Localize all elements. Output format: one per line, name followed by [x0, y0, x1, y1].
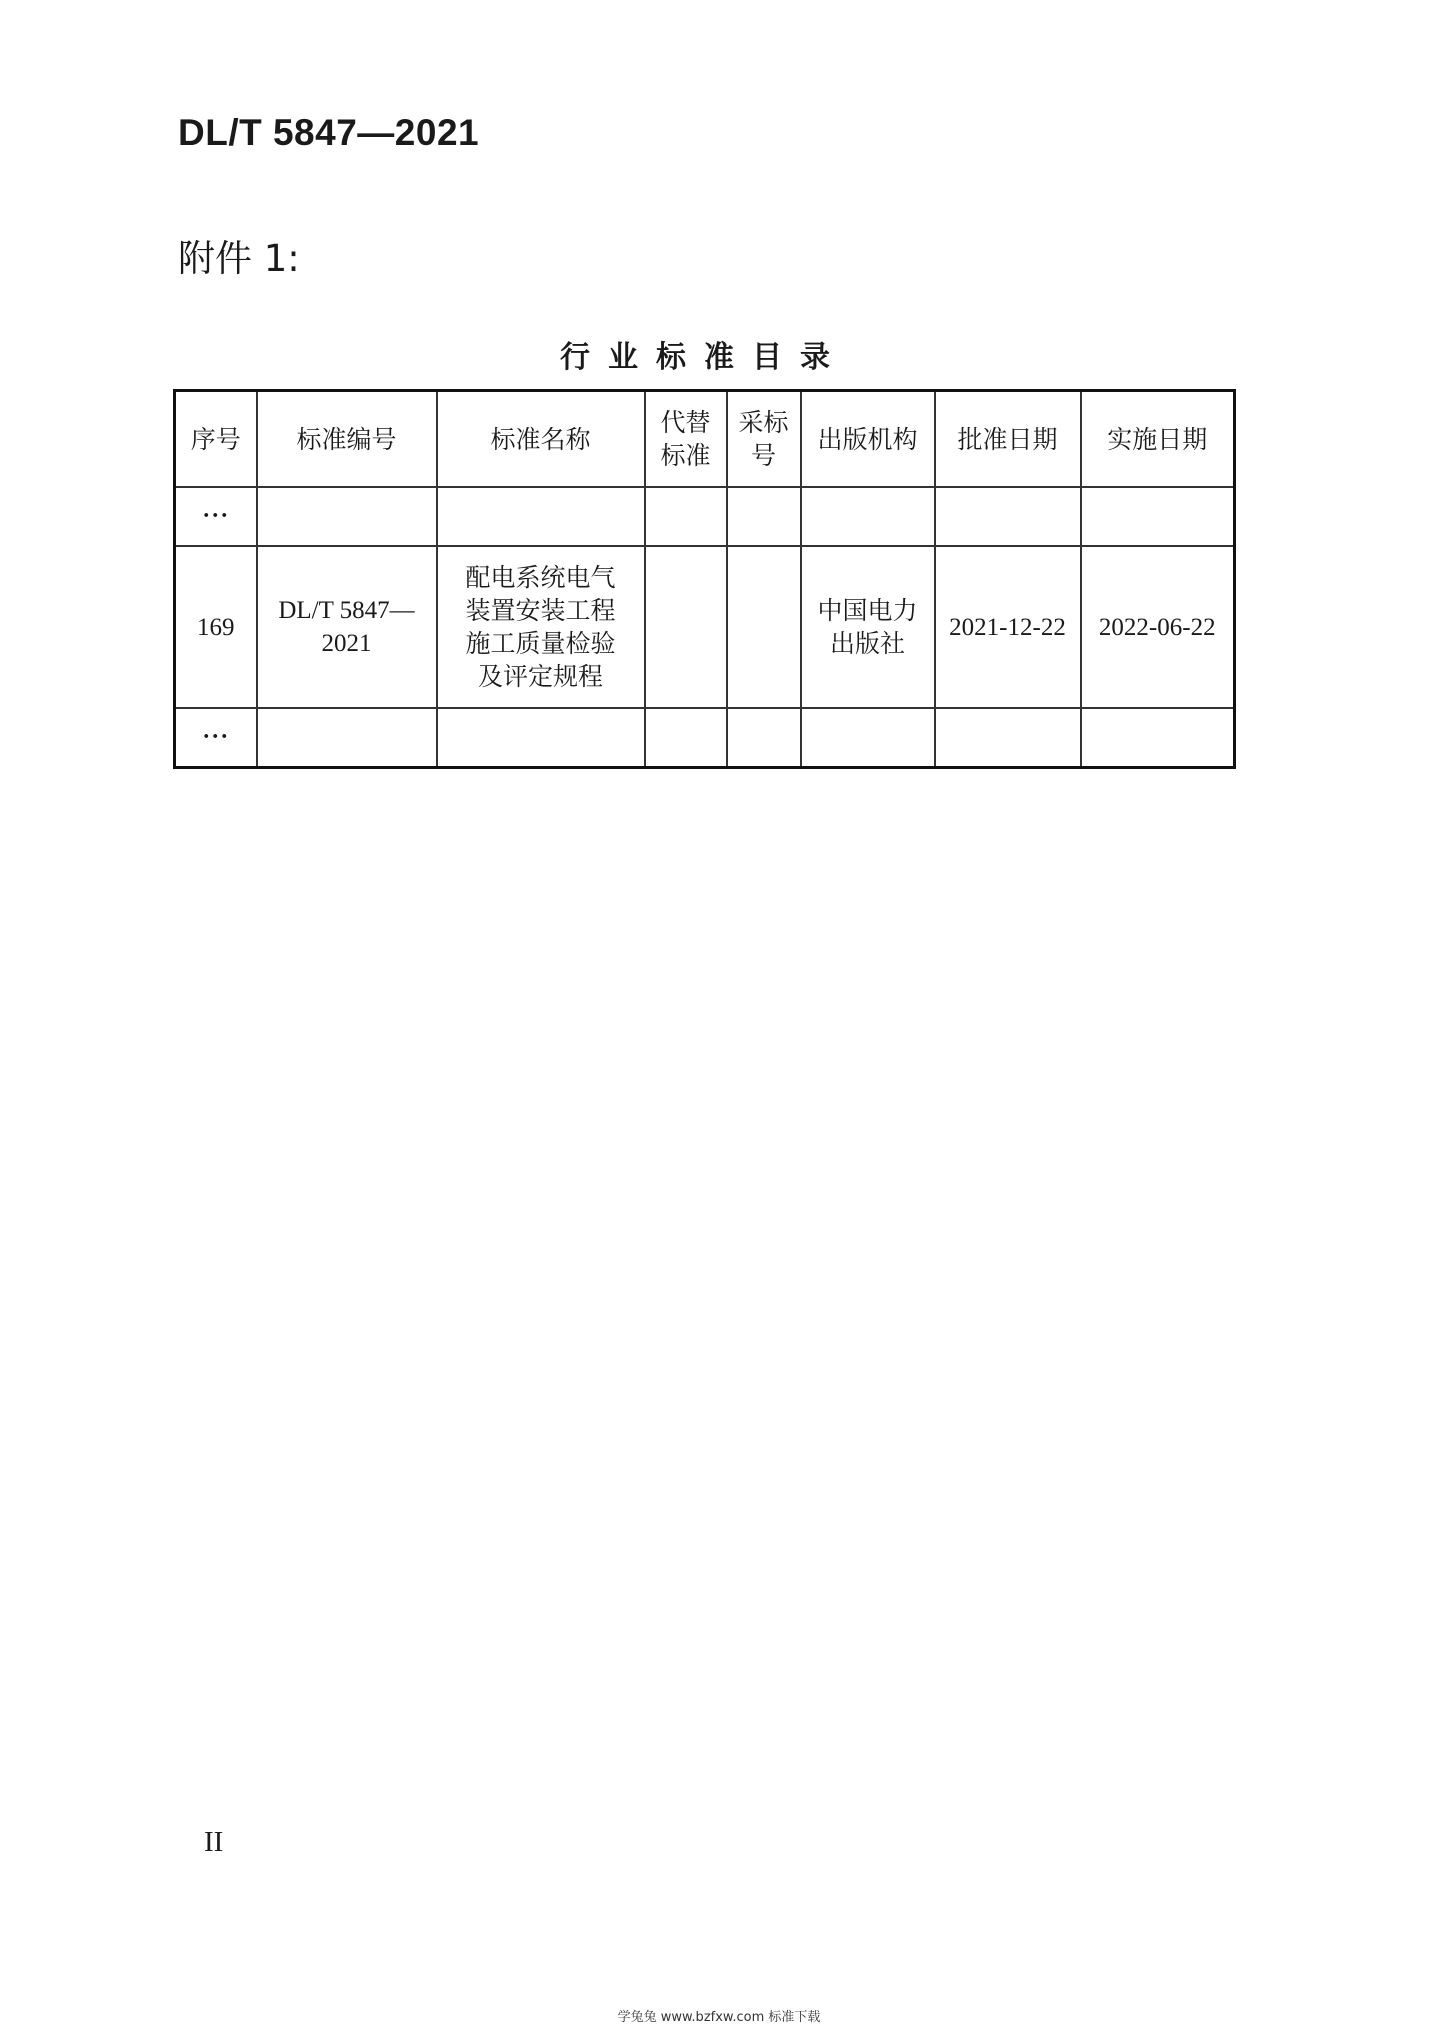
header-publisher: 出版机构 [801, 391, 935, 488]
empty-cell [437, 708, 645, 768]
ellipsis-cell: ··· [175, 708, 257, 768]
empty-cell [437, 487, 645, 546]
empty-cell [645, 708, 727, 768]
empty-cell [257, 487, 437, 546]
cell-publisher: 中国电力 出版社 [801, 546, 935, 708]
header-adopted-standard: 采标 号 [727, 391, 801, 488]
empty-cell [727, 708, 801, 768]
cell-serial: 169 [175, 546, 257, 708]
empty-cell [935, 708, 1081, 768]
header-approval-date: 批准日期 [935, 391, 1081, 488]
empty-cell [801, 708, 935, 768]
cell-replaced-standard [645, 546, 727, 708]
header-serial: 序号 [175, 391, 257, 488]
ellipsis-row-top [175, 487, 1235, 546]
cell-standard-name: 配电系统电气 装置安装工程 施工质量检验 及评定规程 [437, 546, 645, 708]
header-implementation-date: 实施日期 [1081, 391, 1235, 488]
empty-cell [1081, 487, 1235, 546]
header-standard-name: 标准名称 [437, 391, 645, 488]
cell-adopted-standard [727, 546, 801, 708]
header-replaced-standard: 代替 标准 [645, 391, 727, 488]
header-standard-code: 标准编号 [257, 391, 437, 488]
cell-standard-code: DL/T 5847— 2021 [257, 546, 437, 708]
standard-code: DL/T 5847—2021 [178, 112, 480, 153]
empty-cell [727, 487, 801, 546]
empty-cell [801, 487, 935, 546]
ellipsis-row-bottom [175, 708, 1235, 768]
cell-approval-date: 2021-12-22 [935, 546, 1081, 708]
empty-cell [257, 708, 437, 768]
table-title: 行业标准目录 [560, 340, 848, 375]
attachment-label: 附件 1: [178, 237, 300, 280]
footer-watermark-text: 学兔兔 www.bzfxw.com 标准下载 [617, 2010, 821, 2025]
ellipsis-cell: ··· [175, 487, 257, 546]
table-header-row [175, 391, 1235, 488]
standards-catalog-table [173, 389, 1236, 769]
table-row [175, 546, 1235, 708]
page-number: II [204, 1826, 224, 1858]
empty-cell [645, 487, 727, 546]
empty-cell [1081, 708, 1235, 768]
empty-cell [935, 487, 1081, 546]
cell-implementation-date: 2022-06-22 [1081, 546, 1235, 708]
